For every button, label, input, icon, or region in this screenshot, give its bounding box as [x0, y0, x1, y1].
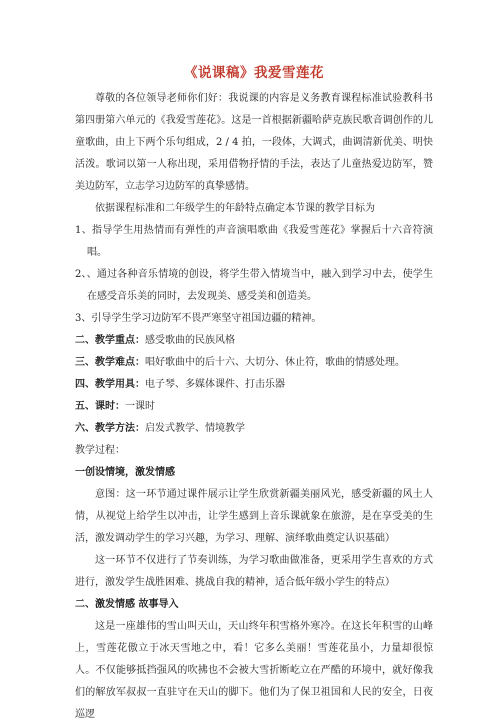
section1-heading: 一创设情境，激发情感 [75, 467, 175, 478]
key-point-line [75, 330, 433, 352]
goal-item-1: 1、指导学生用热情而有弹性的声音演唱歌曲《我爱雪莲花》掌握后十六音符演唱。 [75, 225, 433, 258]
class-hours-label: 五、课时： [75, 401, 125, 412]
method-label: 六、教学方法： [75, 423, 145, 434]
section2-heading: 二、激发情感 故事导入 [75, 599, 179, 610]
key-point-label: 二、教学重点： [75, 335, 145, 346]
method-text: 启发式教学、情境教学 [145, 423, 245, 434]
section1-paragraph-2: 这一环节不仅进行了节奏训练，为学习歌曲做准备，更采用学生喜欢的方式进行，激发学生战胜困难、挑战自我的精神，适合低年级小学生的特点） [75, 555, 433, 588]
difficulty-label: 三、教学难点： [75, 357, 145, 368]
section1-paragraph-1: 意图：这一环节通过课件展示让学生欣赏新疆美丽风光，感受新疆的风土人情，从视觉上给学生以冲击，让学生感到上音乐课就象在旅游，是在享受美的生活，激发调动学生的学习兴趣，为学习、理解、演绎歌曲奠定认识基础） [75, 489, 433, 544]
key-point-text: 感受歌曲的民族风格 [145, 335, 235, 346]
intro-paragraph: 尊敬的各位领导老师你们好：我说课的内容是义务教育课程标准试验教科书第四册第六单元的《我爱雪莲花》。这是一首根据新疆哈萨克族民歌音调创作的儿童歌曲，由上下两个乐句组成，2 / 4 拍，一段体，大调式，曲调清新优美、明快活泼。歌词以第一人称出现，采用借物抒情的手法，表达了儿童热爱边防军，赞美边防军，立志学习边防军的真挚感情。 [75, 93, 433, 192]
difficulty-text: 唱好歌曲中的后十六、大切分、休止符，歌曲的情感处理。 [145, 357, 405, 368]
process-label: 教学过程： [75, 445, 125, 456]
tools-text: 电子琴、多媒体课件、打击乐器 [145, 379, 285, 390]
goal-item-2: 2、、通过各种音乐情境的创设，将学生带入情境当中，融入到学习中去，使学生在感受音乐美的同时，去发现美、感受美和创造美。 [75, 269, 433, 302]
tools-label: 四、教学用具： [75, 379, 145, 390]
document-page [75, 62, 433, 726]
tools-line [75, 374, 433, 396]
class-hours-text: 一课时 [125, 401, 155, 412]
section2-paragraph: 这是一座雄伟的雪山叫天山，天山终年积雪格外寒冷。在这长年积雪的山峰上，雪莲花傲立于冰天雪地之中，看！它多么美丽！雪莲花虽小，力量却很惊人。不仅能够抵挡强风的吹拂也不会被大雪折断屹立在严酷的环境中，就好像我们的解放军叔叔一直驻守在天山的脚下。他们为了保卫祖国和人民的安全，日夜巡逻 [75, 621, 433, 720]
goals-intro: 依据课程标准和二年级学生的年龄特点确定本节课的教学目标为 [95, 203, 375, 214]
goal-item-3: 3、引导学生学习边防军不畏严寒坚守祖国边疆的精神。 [75, 313, 322, 324]
method-line [75, 418, 433, 440]
class-hours-line [75, 396, 433, 418]
document-title: 《说课稿》我爱雪莲花 [184, 65, 324, 81]
difficulty-line [75, 352, 433, 374]
